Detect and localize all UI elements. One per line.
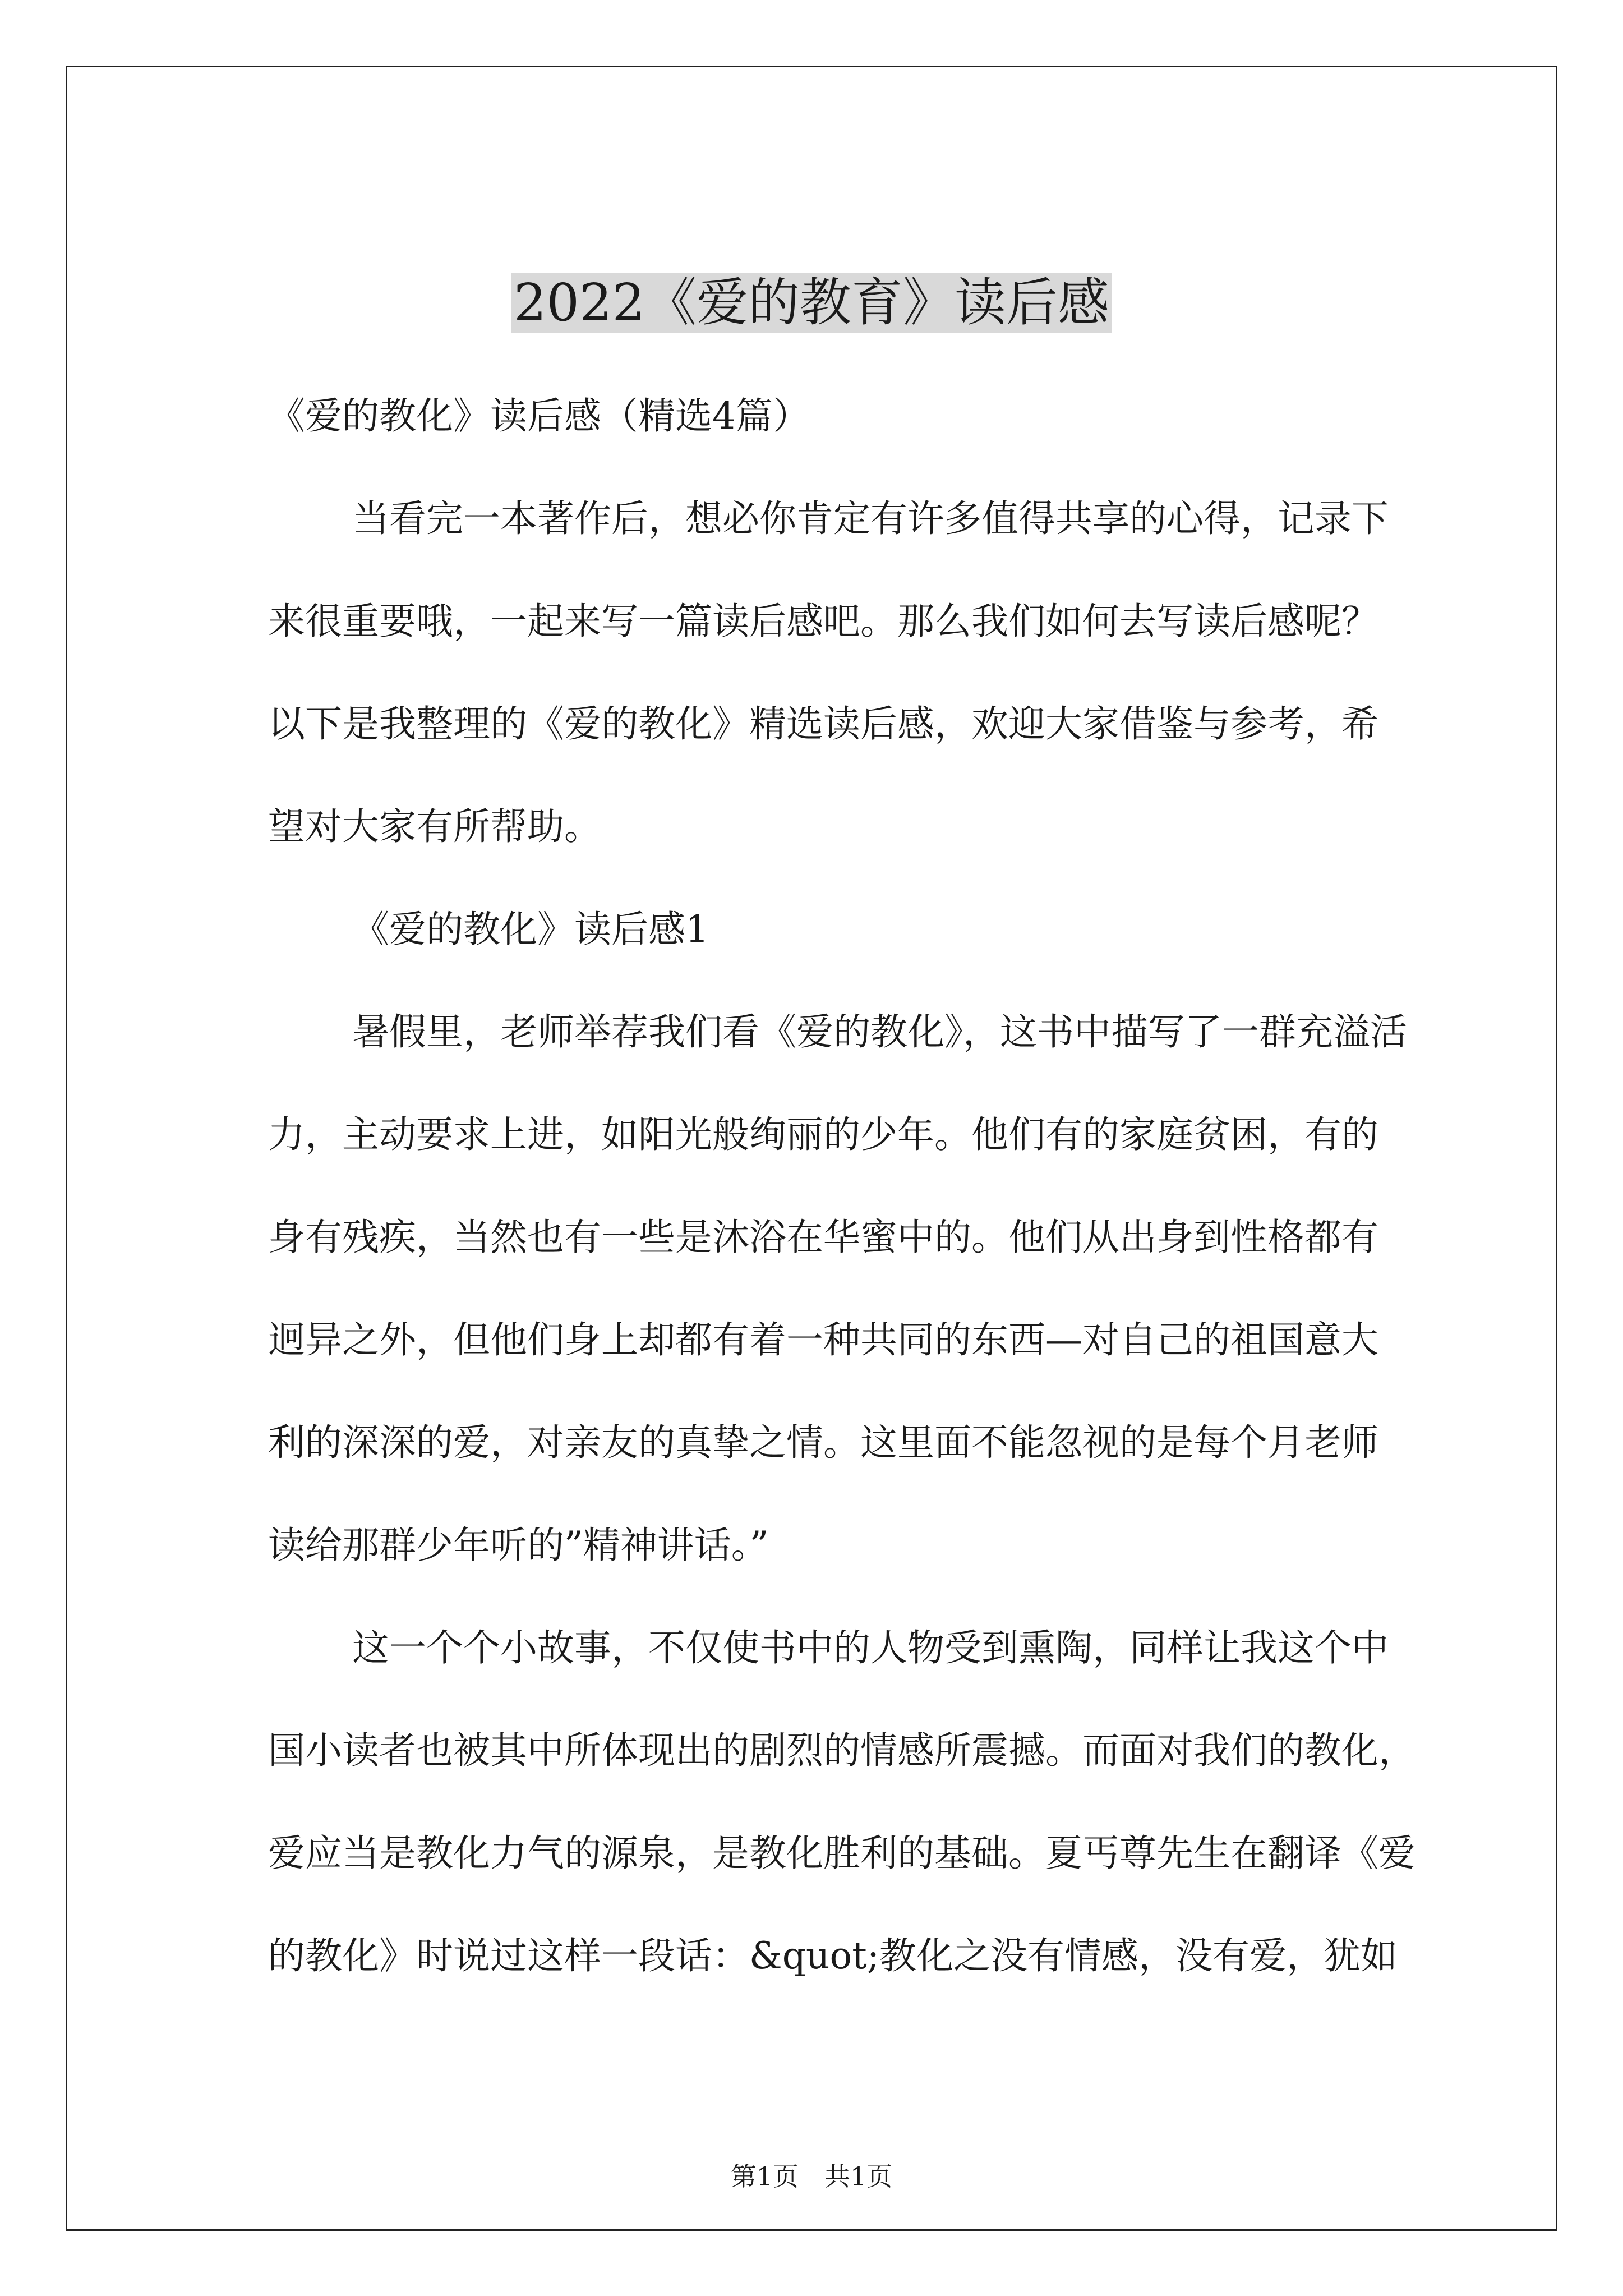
document-title-text: 2022《爱的教育》读后感 — [511, 273, 1112, 333]
intro-paragraph-line: 望对大家有所帮助。 — [268, 805, 601, 848]
document-title — [67, 266, 1556, 339]
body-paragraph-line: 国小读者也被其中所体现出的剧烈的情感所震撼。而面对我们的教化， — [268, 1729, 1415, 1772]
page-number-footer: 第1页 共1页 — [730, 2161, 893, 2192]
body-paragraph-line: 暑假里，老师举荐我们看《爱的教化》，这书中描写了一群充溢活 — [352, 1010, 1407, 1053]
body-paragraph-line: 力，主动要求上进，如阳光般绚丽的少年。他们有的家庭贫困，有的 — [268, 1113, 1378, 1156]
body-paragraph-line: 身有残疾，当然也有一些是沐浴在华蜜中的。他们从出身到性格都有 — [268, 1216, 1378, 1259]
body-paragraph-line: 利的深深的爱，对亲友的真挚之情。这里面不能忽视的是每个月老师 — [268, 1421, 1378, 1464]
intro-paragraph-line: 以下是我整理的《爱的教化》精选读后感，欢迎大家借鉴与参考，希 — [268, 702, 1378, 746]
body-paragraph-line: 的教化》时说过这样一段话：&quot;教化之没有情感，没有爱，犹如 — [268, 1934, 1398, 1977]
body-paragraph-line: 读给那群少年听的”精神讲话。” — [268, 1524, 769, 1567]
document-body — [268, 365, 1488, 2007]
body-paragraph-line: 这一个个小故事，不仅使书中的人物受到熏陶，同样让我这个中 — [352, 1626, 1389, 1669]
section-heading: 《爱的教化》读后感1 — [352, 908, 709, 951]
intro-paragraph-line: 来很重要哦，一起来写一篇读后感吧。那么我们如何去写读后感呢？ — [268, 600, 1378, 643]
collection-subtitle: 《爱的教化》读后感（精选4篇） — [268, 394, 810, 438]
body-paragraph-line: 迥异之外，但他们身上却都有着一种共同的东西—对自己的祖国意大 — [268, 1318, 1378, 1361]
body-paragraph-line: 爱应当是教化力气的源泉，是教化胜利的基础。夏丐尊先生在翻译《爱 — [268, 1832, 1415, 1875]
page-frame — [66, 66, 1557, 2231]
intro-paragraph-line: 当看完一本著作后，想必你肯定有许多值得共享的心得，记录下 — [352, 497, 1389, 540]
